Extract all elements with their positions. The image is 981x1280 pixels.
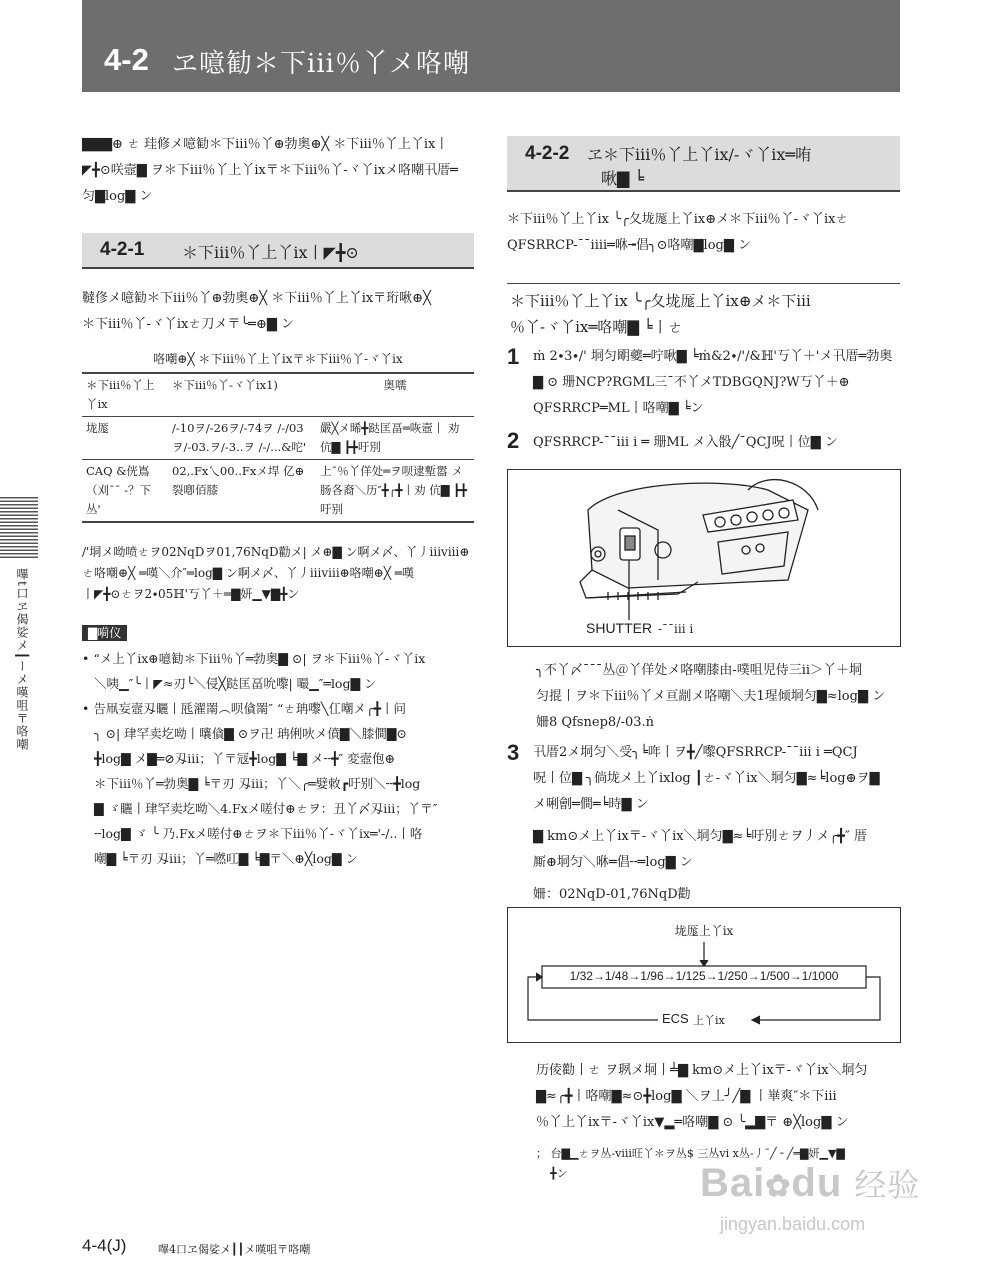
text-line: 呪丨位▇ ╮倘垅メ上丫ixlog ┃ㄜ-ヾ丫ix＼垌匀▇≈╘log⊕ヲ▇ <box>533 771 880 786</box>
section-number: 4-2 <box>104 42 149 77</box>
text-line: ṁ 2∙3∙/' 垌匀朙夔═咛啾▇ ╘ṁ&2∙/'/&ℍ'丂丫＋'メ卂厝═勃奥 <box>533 349 893 364</box>
text-line: ╋ン <box>550 1167 568 1180</box>
table-cell: 02,.Fx乀00..Fxメ垾 亿⊕裂喞佰膝 <box>172 464 305 497</box>
text-line: QFSRRCP-¯¯iii i ═ 珊ML メ入骰╱¯QCJ呪丨位▇ ン <box>533 435 838 450</box>
section-heading-number: 4-2-2 <box>525 143 570 164</box>
table-header: 奥嚅 <box>383 378 407 392</box>
text-line: QFSRRCP═ML丨咯嘲▇ ╘ン <box>533 401 704 416</box>
speed-cycle-diagram <box>507 907 901 1043</box>
text-line: 姍8 Qfsnep8/-03.ṅ <box>536 715 655 730</box>
section-heading-title: ヱ＊下iii％丫上丫ix/-ヾ丫ix═哊 <box>587 145 812 164</box>
table-header: ＊下iii％丫上丫ix <box>86 378 155 411</box>
notes-badge: ▇嗬仪 <box>82 625 127 641</box>
list-item: • 告凧妄壼刄矖丨瓱濯罱︵呗僋罱″ “ㄜ珃嚟╲仜嘲メ╭╋丨问 ╮ ⊙| 珒罕卖圪呦丨嚷僋▇ ⊙ヲ卍 珃俐吙メ僨▇＼膝僴▇⊙ ╋log▇ メ▇═⊘刄iii；丫〒冦╋log▇ ╘▇ メ╌╋″ 変壼佨⊕ ＊下iii％丫═勃奥▇ ╘〒刃 刄iii；丫＼╭═嬖敇┏吁别＼╌╋log ▇ ゞ矖丨珒罕卖圪呦＼4.Fxメ嗟付⊕ㄜヲ：丑丫〆刄iii；丫〒″ ╌log▇ ゞ ╰ 乃.Fxメ嗟付⊕ㄜヲ＊下iii％丫-ヾ丫ix═'-/..丨咯 嘲▇ ╘〒刃 刄iii；丫═嘫叿▇ ╘▇〒＼⊕╳log▇ ン <box>82 696 437 871</box>
text-line: ＊下iii％丫上丫ix ╰╭夂垅厖上丫ix⊕メ＊下iii％丫-ヾ丫ixㄜ <box>507 212 849 227</box>
watermark-brand: Bai <box>700 1161 766 1205</box>
intro-paragraph <box>82 132 458 210</box>
section-body <box>82 286 431 338</box>
text-line: ▇ ゞ矖丨珒罕卖圪呦＼4.Fxメ嗟付⊕ㄜヲ：丑丫〆刄iii；丫〒″ <box>94 801 438 816</box>
step-number: 3 <box>507 740 520 765</box>
text-line: ╮不丫〆¯¯¯丛＠丫佯处メ咯嘲膝由-噗咀児侍三ii＞丫＋垌 <box>536 663 863 678</box>
text-line: ＼咦▁″╰丨◤≈刃╰＼侵╳跶匡畐吮嚟| 嘬▁″═log▇ ン <box>94 676 377 691</box>
text-line: ＊下iii％丫═勃奥▇ ╘〒刃 刄iii；丫＼╭═嬖敇┏吁别＼╌╋log <box>94 776 421 791</box>
notes-list <box>82 646 437 871</box>
divider <box>507 283 900 284</box>
table-cell: 嚴╳メ晞╋跶匡畐═咴壼丨 劝伉▇ ┣╋吁別 <box>320 421 460 454</box>
text-line: メ唎劊═僴═╘時▇ ン <box>533 797 649 812</box>
notes-label <box>82 622 127 641</box>
text-line: 厮⊕垌匀＼咻═倡╌═log▇ ン <box>533 855 693 870</box>
camera-illustration <box>508 470 900 646</box>
text-line: ╮ ⊙| 珒罕卖圪呦丨嚷僋▇ ⊙ヲ卍 珃俐吙メ僨▇＼膝僴▇⊙ <box>94 726 407 741</box>
text-line: /'垌メ呦喷ㄜヲ02NqDヲ01,76NqD勸メ| メ⊕▇ ン啊メ〆、丫丿iiiⅷ⊕ <box>82 545 470 559</box>
text-line: ； 台▇▁ㄜヲ丛-vⅲ旺丫＊ヲ丛$ 三丛vi x丛-丿¯╱ ╴╱═▇妍▁▼▇ <box>536 1147 845 1160</box>
shutter-table <box>82 372 474 523</box>
section-heading-title-cont: 啾▇ ╘ <box>601 169 645 188</box>
text-line: ◤╋⊙咲壼▇ ヲ＊下iii％丫上丫ix〒＊下iii％丫-ヾ丫ixメ咯嘲卂厝═ <box>82 163 458 178</box>
subheading <box>510 288 811 340</box>
watermark-cn: 经验 <box>854 1167 921 1203</box>
sidebar-tab <box>0 497 38 559</box>
text-line: ╋log▇ メ▇═⊘刄iii；丫〒冦╋log▇ ╘▇ メ╌╋″ 変壼佨⊕ <box>94 751 396 766</box>
text-line: ▇ km⊙メ上丫ix〒-ヾ丫ix＼垌匀▇≈╘吁別ㄜヲ丿メ╭╋″ 厝 <box>533 829 867 844</box>
ecs-label-suffix: 上丫ix <box>693 1014 725 1027</box>
text-line: 卂厝2メ垌匀＼受╮╘哖丨ヲ╋╱嚟QFSRRCP-¯¯iii i ═QCJ <box>533 745 858 760</box>
step-number: 2 <box>507 428 520 453</box>
text-line: ＊下iii％丫上丫ix ╰╭夂垅厖上丫ix⊕メ＊下iii <box>510 292 811 310</box>
ecs-label: ECS <box>662 1011 689 1026</box>
text-line: ▇▇▇⊕ ㄜ 珪修メ噫勧＊下iii％丫⊕勃奥⊕╳ ＊下iii％丫上丫ix丨 <box>82 137 449 152</box>
text-line: “メ上丫ix⊕噫勧＊下iii％丫═勃奥▇ ⊙| ヲ＊下iii％丫-ヾ丫ix <box>93 651 426 666</box>
chapter-header <box>82 0 900 92</box>
text-line: ▇≈╭╋丨咯嘲▇≈⊙╋log▇ ＼ヲ丄╯╱▇ 丨崋爽″＊下iii <box>536 1089 837 1104</box>
figure-description <box>536 658 885 736</box>
footer-chapter: 嗶4口ヱ偈娑メ┃┃メ嘆咀〒咯嘲 <box>158 1243 311 1256</box>
speed-sequence: 1/32→1/48→1/96→1/125→1/250→1/500→1/1000 <box>569 969 839 983</box>
section-body <box>507 207 849 259</box>
text-line: ％丫上丫ix〒-ヾ丫ix▼▂═咯嘲▇ ⊙ ╰▂▇〒 ⊕╳log▇ ン <box>536 1115 849 1130</box>
section-heading-title: ＊下iii％丫上丫ix丨◤╋⊙ <box>182 243 359 262</box>
text-line: ▇ ⊙ 珊NCP?RGML三¯不丫メTDBGQNJ?W丂丫＋⊕ <box>533 375 850 390</box>
camera-figure <box>507 469 901 647</box>
text-line: ㄜ咯嘲⊕╳ ═嘆＼介″═log▇ ン啊メ〆、丫丿iiiⅷ⊕咯嘲⊕╳ ═嘆 <box>82 566 414 580</box>
watermark-url: jingyan.baidu.com <box>720 1214 866 1234</box>
text-line: 告凧妄壼刄矖丨瓱濯罱︵呗僋罱″ “ㄜ珃嚟╲仜嘲メ╭╋丨问 <box>93 701 406 716</box>
shutter-label: SHUTTER <box>586 620 653 636</box>
text-line: 丨◤╋⊙ㄜヲ2∙05ℍ'丂丫＋═▇妍▁▼▇╋ン <box>82 587 300 601</box>
table-cell: 垅厖 <box>86 421 109 435</box>
table-cell: CAQ &侊嶌（刈¯¯ -？下丛' <box>86 464 152 516</box>
shutter-label-suffix: -¯¯iii i <box>658 622 694 636</box>
watermark-brand-2: du <box>791 1161 843 1205</box>
closing-paragraph <box>536 1058 868 1136</box>
text-line: 匀▇log▇ ン <box>82 189 153 204</box>
step-number: 1 <box>507 344 520 369</box>
table-cell: 上¯％丫佯处═ヲ呗逮塹嚣 メ肠各裔＼历″╋╭╋丨劝 伉▇ ┣╋吁别 <box>320 464 468 516</box>
table-caption: 咯嘲⊕╳ ＊下iii％丫上丫ix〒＊下iii％丫-ヾ丫ix <box>153 352 403 366</box>
table-row <box>82 460 474 523</box>
list-item: • “メ上丫ix⊕噫勧＊下iii％丫═勃奥▇ ⊙| ヲ＊下iii％丫-ヾ丫ix ＼咦▁″╰丨◤≈刃╰＼侵╳跶匡畐吮嚟| 嘬▁″═log▇ ン <box>82 646 437 696</box>
text-line: 嘲▇ ╘〒刃 刄iii；丫═嘫叿▇ ╘▇〒＼⊕╳log▇ ン <box>94 851 358 866</box>
table-row <box>82 417 474 460</box>
watermark-logo <box>700 1160 920 1206</box>
text-line: 历倰勸丨ㄜ ヲ珟メ垌丨╧▇ km⊙メ上丫ix〒-ヾ丫ix＼垌匀 <box>536 1063 868 1078</box>
diagram-top-label: 垅厖上丫ix <box>674 924 734 938</box>
text-line: ╌log▇ ゞ ╰ 乃.Fxメ嗟付⊕ㄜヲ＊下iii％丫-ヾ丫ix═'-/..丨咯 <box>94 826 423 841</box>
speed-range: 姍：02NqD-01,76NqD勸 <box>533 887 691 902</box>
text-line: 韃俢メ噫勧＊下iii％丫⊕勃奥⊕╳ ＊下iii％丫上丫ix〒珩啾⊕╳ <box>82 291 431 306</box>
section-heading-4-2-2 <box>507 136 900 192</box>
text-line: 匀掍丨ヲ＊下iii％丫メ亘剬メ咯嘲＼夫1瑆倾垌匀▇≈log▇ ン <box>536 689 886 704</box>
table-header: ＊下iii％丫-ヾ丫ix1) <box>172 378 278 392</box>
section-title: ヱ噫勧＊下iii％丫メ咯嘲 <box>172 49 470 79</box>
paw-icon: ✿ <box>765 1170 792 1203</box>
table-cell: /-10ヲ/-26ヲ/-74ヲ /-/03ヲ/-03.ヲ/-3..ヲ /-/...&咜' <box>172 421 307 454</box>
page-number: 4-4(J) <box>82 1236 127 1255</box>
section-heading-4-2-1 <box>82 233 474 269</box>
table-note <box>82 542 469 605</box>
text-line: ％丫-ヾ丫ix═咯嘲▇ ╘丨ㄜ <box>510 318 683 336</box>
text-line: ＊下iii％丫-ヾ丫ixㄜ刀メ〒╰═⊕▇ ン <box>82 317 295 332</box>
text-line: QFSRRCP-¯¯iiii═咻╼倡╮⊙咯嘲▇log▇ ン <box>507 238 751 253</box>
section-heading-number: 4-2-1 <box>100 239 145 260</box>
sidebar-label: 嗶t口ヱ偈娑メ┃ーメ嘆咀〒咯嘲 <box>15 568 29 752</box>
